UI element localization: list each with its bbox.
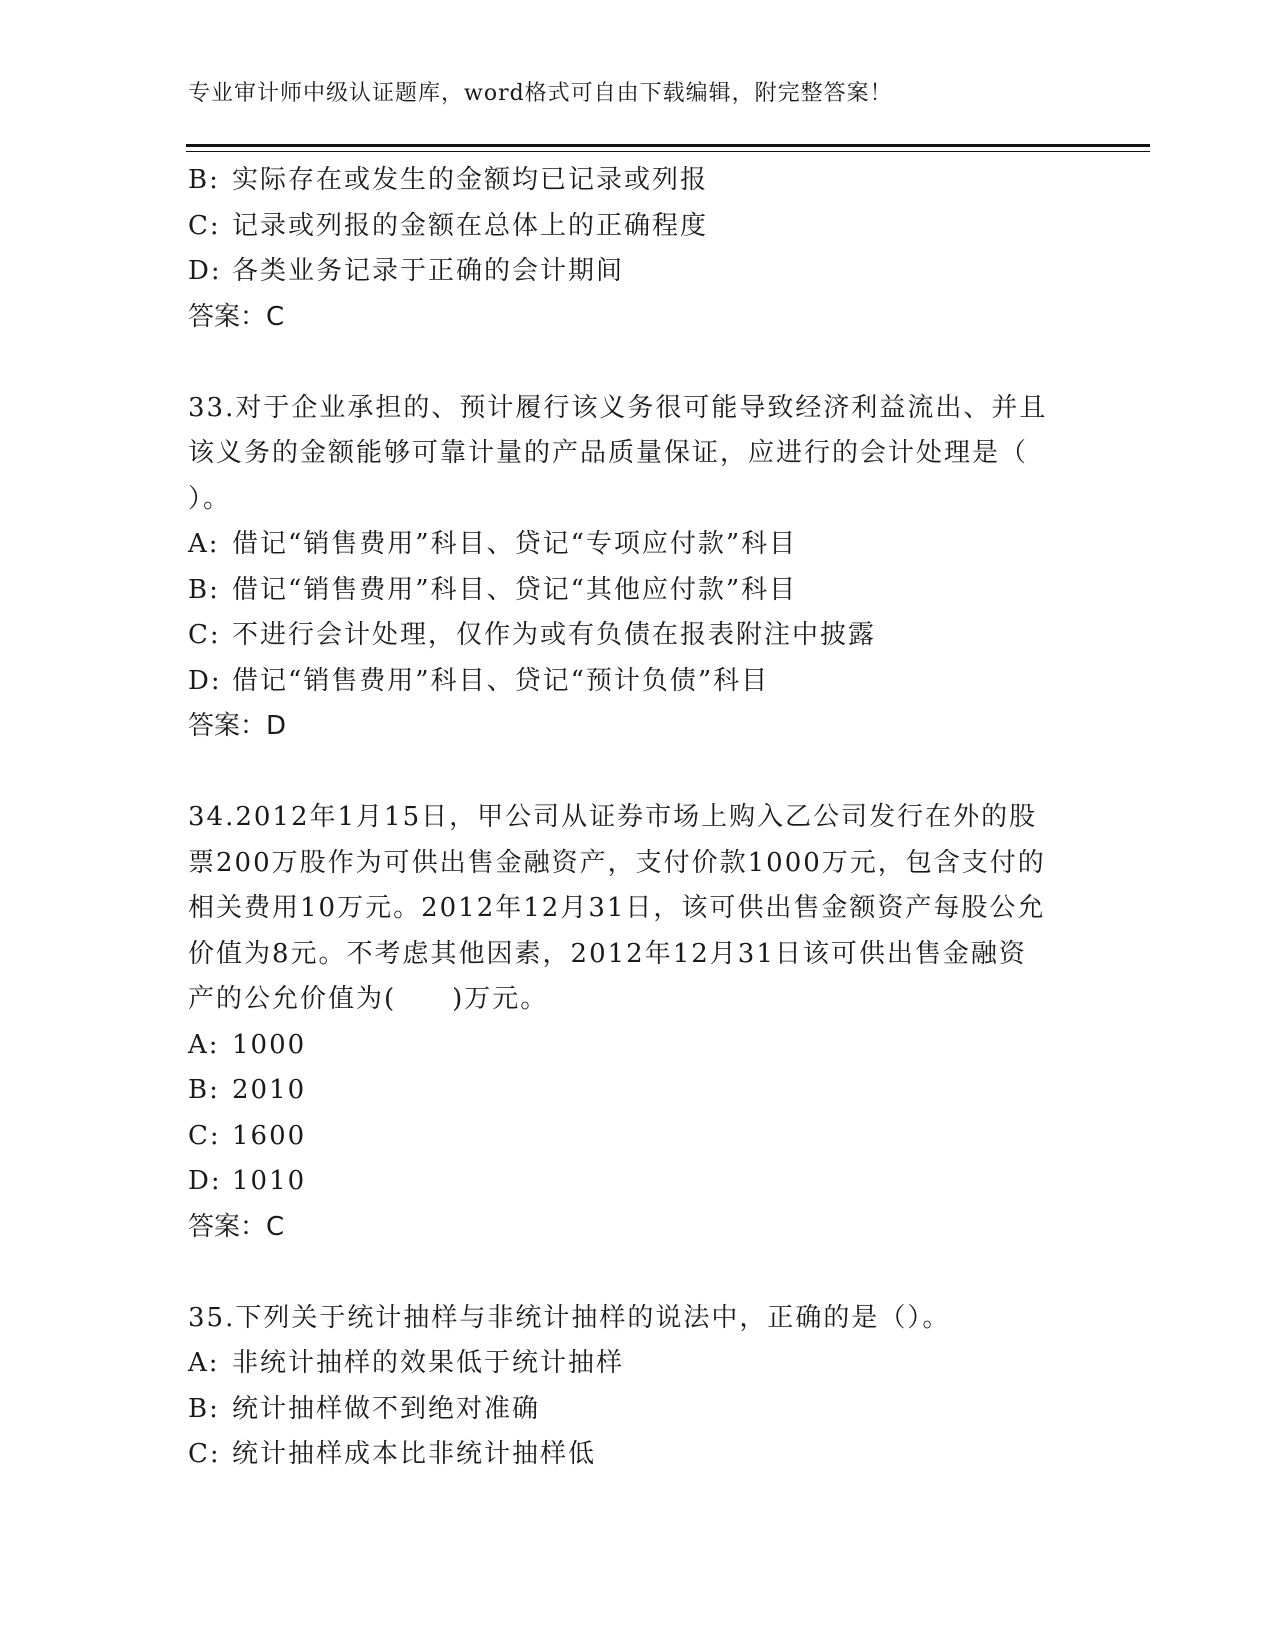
- option-a: A: 非统计抽样的效果低于统计抽样: [188, 1348, 625, 1378]
- question-text-line: 相关费用10万元。2012年12月31日，该可供出售金额资产每股公允: [188, 893, 1046, 923]
- question-34: [188, 795, 1088, 1250]
- option-b: B: 借记“销售费用”科目、贷记“其他应付款”科目: [188, 574, 798, 605]
- option-c: C: 统计抽样成本比非统计抽样低: [188, 1439, 597, 1469]
- question-35: [188, 1296, 1088, 1478]
- answer-line: 答案：C: [188, 301, 285, 332]
- question-text-line: 票200万股作为可供出售金融资产，支付价款1000万元，包含支付的: [188, 847, 1046, 878]
- question-text-line: 价值为8元。不考虑其他因素，2012年12月31日该可供出售金融资: [188, 938, 1027, 969]
- page-header: 专业审计师中级认证题库，word格式可自由下载编辑，附完整答案！: [188, 81, 893, 106]
- spacer: [188, 1250, 1088, 1296]
- question-text-line: ）。: [188, 483, 232, 514]
- question-text-line: 33.对于企业承担的、预计履行该义务很可能导致经济利益流出、并且: [188, 392, 1048, 423]
- question-text-line: 35.下列关于统计抽样与非统计抽样的说法中，正确的是（）。: [188, 1302, 951, 1333]
- option-b: B: 统计抽样做不到绝对准确: [188, 1393, 541, 1424]
- option-d: D: 各类业务记录于正确的会计期间: [188, 256, 625, 286]
- option-d: D: 借记“销售费用”科目、贷记“预计负债”科目: [188, 665, 770, 696]
- header-rule-thin: [186, 151, 1150, 152]
- question-text-line: 该义务的金额能够可靠计量的产品质量保证，应进行的会计处理是（: [188, 438, 1029, 468]
- spacer: [188, 750, 1088, 796]
- option-c: C: 1600: [188, 1120, 307, 1151]
- option-b: B: 实际存在或发生的金额均已记录或列报: [188, 165, 709, 195]
- header-rule-thick: [186, 144, 1150, 147]
- option-a: A: 1000: [188, 1029, 307, 1060]
- option-b: B: 2010: [188, 1075, 307, 1105]
- option-d: D: 1010: [188, 1166, 307, 1196]
- answer-line: 答案：C: [188, 1211, 285, 1242]
- option-c: C: 不进行会计处理，仅作为或有负债在报表附注中披露: [188, 620, 877, 650]
- question-text-line: 34.2012年1月15日，甲公司从证券市场上购入乙公司发行在外的股: [188, 802, 1038, 832]
- spacer: [188, 340, 1088, 386]
- question-33: [188, 386, 1088, 750]
- document-body: [188, 158, 1088, 1478]
- question-32-tail: [188, 158, 1088, 340]
- option-a: A: 借记“销售费用”科目、贷记“专项应付款”科目: [188, 529, 798, 559]
- answer-line: 答案：D: [188, 711, 287, 741]
- question-text-line: 产的公允价值为( )万元。: [188, 984, 549, 1014]
- option-c: C: 记录或列报的金额在总体上的正确程度: [188, 210, 709, 241]
